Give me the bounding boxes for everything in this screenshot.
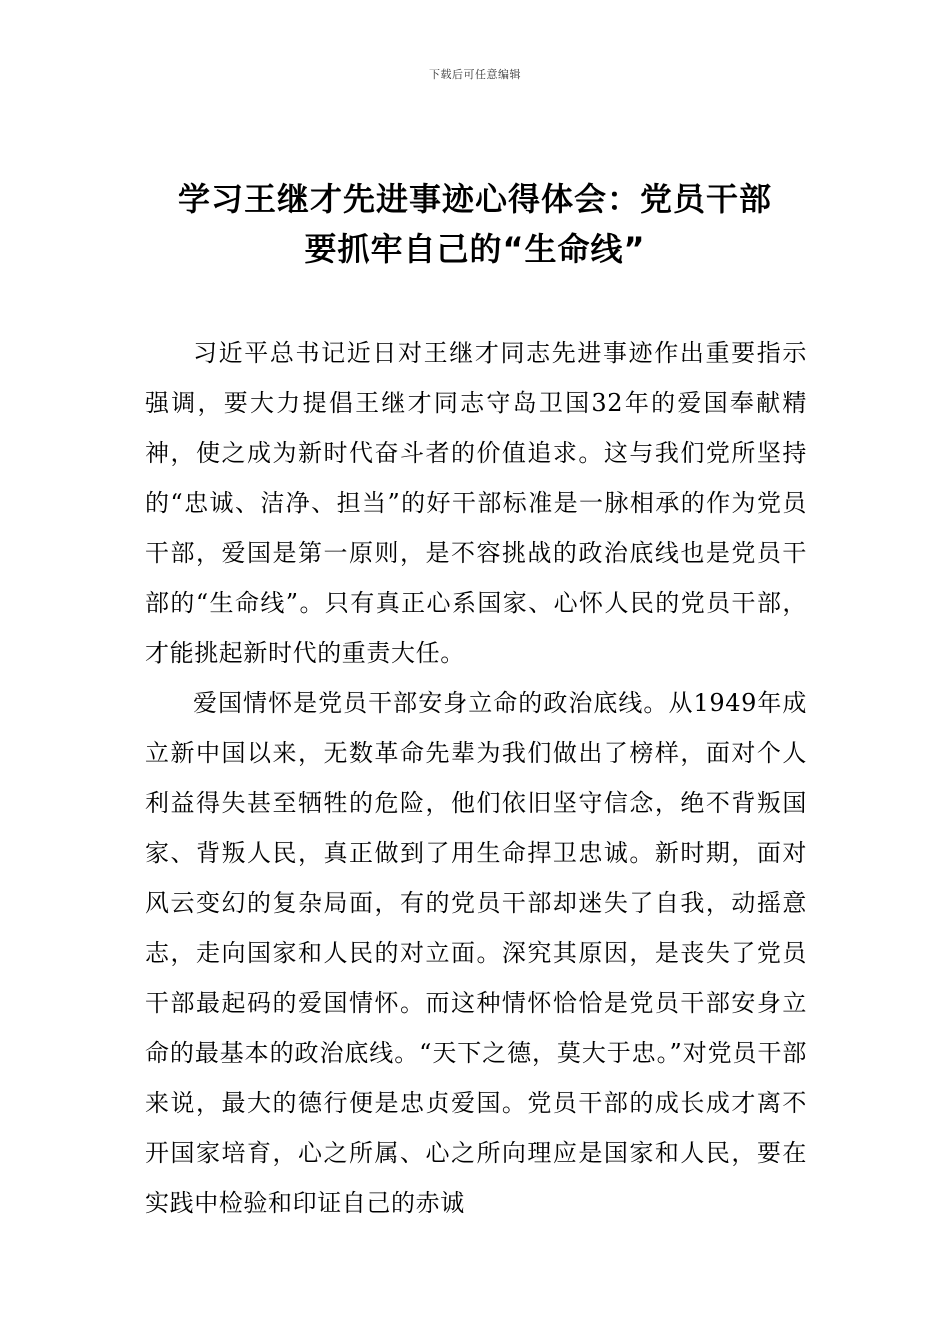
document-body <box>145 328 807 1228</box>
body-paragraph-1: 习近平总书记近日对王继才同志先进事迹作出重要指示强调，要大力提倡王继才同志守岛卫国32年的爱国奉献精神，使之成为新时代奋斗者的价值追求。这与我们党所坚持的“忠诚、洁净、担当”的好干部标准是一脉相承的作为党员干部，爱国是第一原则，是不容挑战的政治底线也是党员干部的“生命线”。只有真正心系国家、心怀人民的党员干部，才能挑起新时代的重责大任。 <box>145 339 807 667</box>
document-title-line-2: 要抓牢自己的“生命线” <box>304 230 646 268</box>
page-header-note: 下载后可任意编辑 <box>429 68 521 81</box>
body-paragraph-2: 爱国情怀是党员干部安身立命的政治底线。从1949年成立新中国以来，无数革命先辈为我们做出了榜样，面对个人利益得失甚至牺牲的危险，他们依旧坚守信念，绝不背叛国家、背叛人民，真正做到了用生命捍卫忠诚。新时期，面对风云变幻的复杂局面，有的党员干部却迷失了自我，动摇意志，走向国家和人民的对立面。深究其原因，是丧失了党员干部最起码的爱国情怀。而这种情怀恰恰是党员干部安身立命的最基本的政治底线。“天下之德，莫大于忠。”对党员干部来说，最大的德行便是忠贞爱国。党员干部的成长成才离不开国家培育，心之所属、心之所向理应是国家和人民，要在实践中检验和印证自己的赤诚 <box>145 689 807 1217</box>
document-title-line-1: 学习王继才先进事迹心得体会：党员干部 <box>177 180 772 218</box>
document-title <box>140 174 810 274</box>
